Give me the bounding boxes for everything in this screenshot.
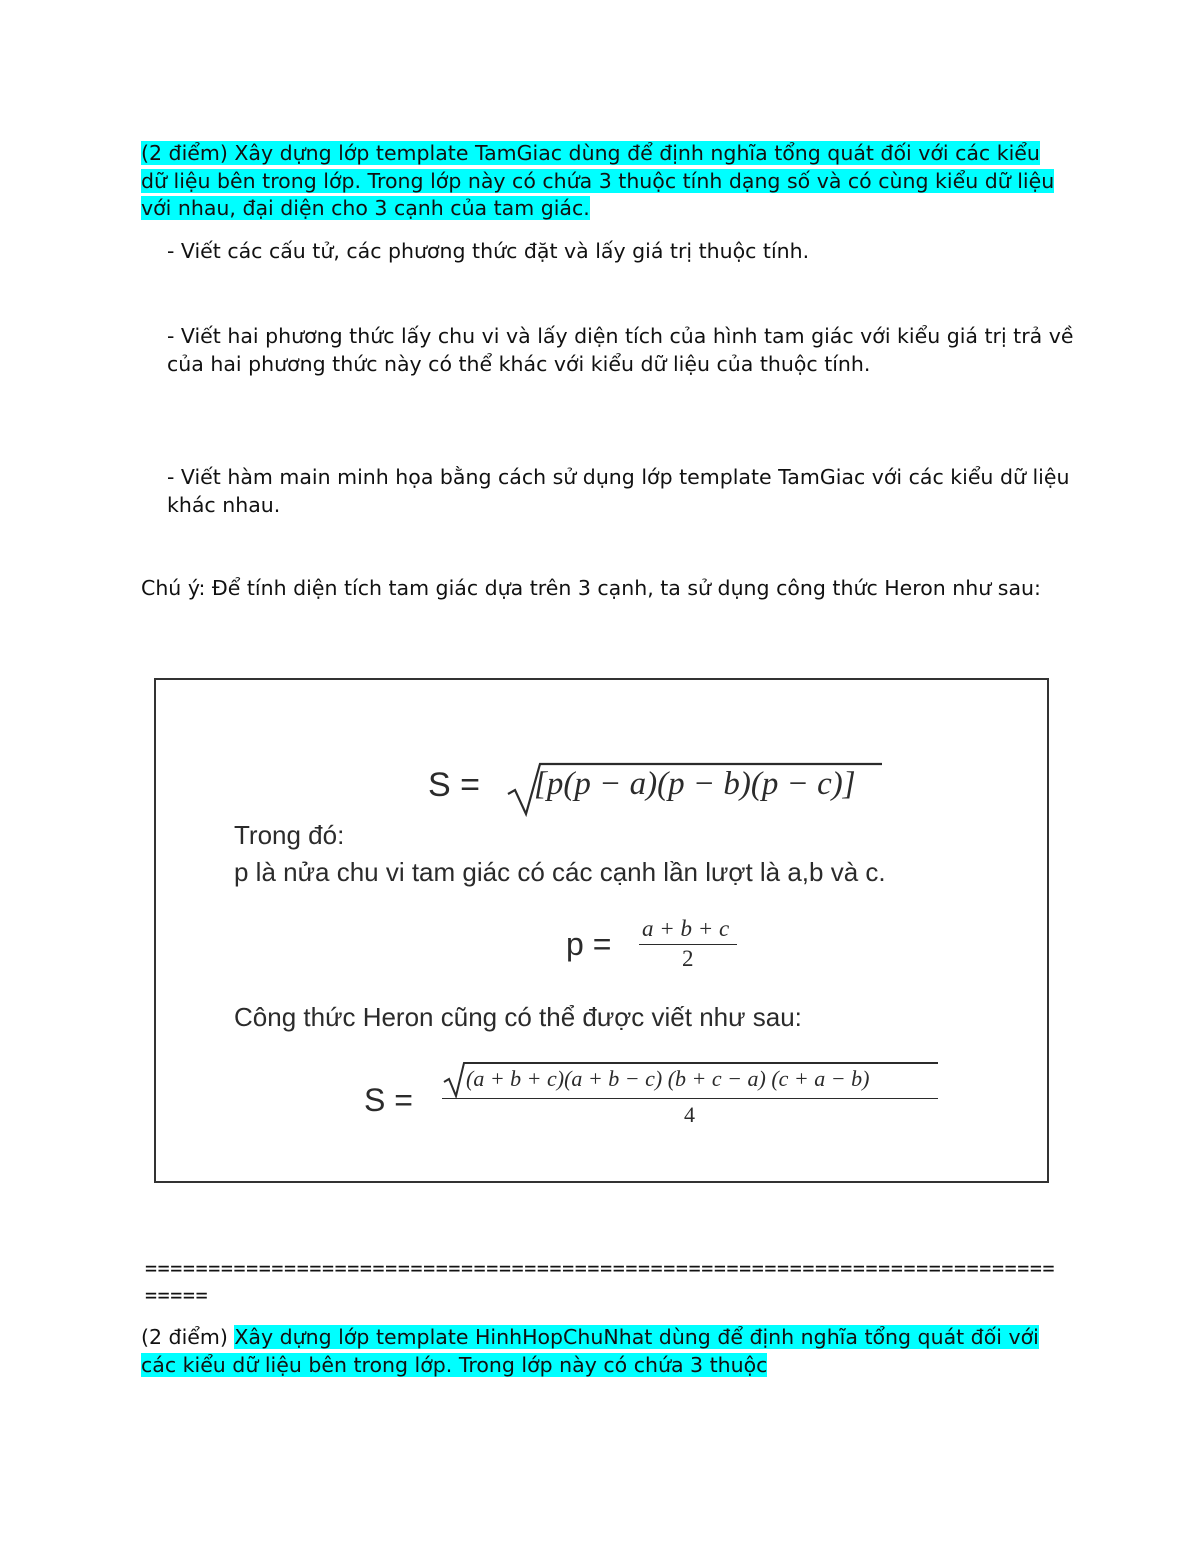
section-separator: ============================================================================= — [145, 1256, 1056, 1307]
problem2-header-text: Xây dựng lớp template HinhHopChuNhat dùng để định nghĩa tổng quát đối với các kiểu dữ liệu bên trong lớp. Trong lớp này có chứa 3 thuộc — [141, 1325, 1039, 1377]
p-denominator: 2 — [682, 946, 694, 971]
trong-do-label: Trong đó: — [234, 820, 345, 850]
p-numerator: a + b + c — [642, 916, 730, 941]
problem1-bullet-1: - Viết các cấu tử, các phương thức đặt và lấy giá trị thuộc tính. — [167, 239, 810, 263]
problem1-bullet-3 — [141, 464, 1082, 519]
alt-formula-intro: Công thức Heron cũng có thể được viết như sau: — [234, 1002, 802, 1032]
problem2-header — [141, 1324, 1056, 1379]
heron-s-label: S = — [428, 766, 480, 804]
alt-denominator: 4 — [684, 1102, 695, 1127]
problem1-bullet-2 — [141, 323, 1082, 378]
problem1-header — [141, 140, 1056, 223]
alt-fraction-bar — [442, 1098, 938, 1099]
heron-formula-box — [154, 678, 1049, 1183]
p-description: p là nửa chu vi tam giác có các cạnh lần lượt là a,b và c. — [234, 857, 886, 887]
p-label: p = — [566, 926, 612, 962]
problem1-bullet-3-text: - Viết hàm main minh họa bằng cách sử dụng lớp template TamGiac với các kiểu dữ liệu khác nhau. — [167, 465, 1070, 517]
problem2-points: (2 điểm) — [141, 1325, 228, 1349]
heron-radicand: [p(p − a)(p − b)(p − c)] — [534, 766, 856, 802]
p-fraction-bar — [639, 944, 737, 945]
problem1-bullet-2-text: - Viết hai phương thức lấy chu vi và lấy diện tích của hình tam giác với kiểu giá trị trả về của hai phương thức này có thể khác với kiểu dữ liệu của thuộc tính. — [167, 324, 1074, 376]
alt-s-label: S = — [364, 1082, 413, 1118]
heron-note: Chú ý: Để tính diện tích tam giác dựa trên 3 cạnh, ta sử dụng công thức Heron như sau: — [141, 576, 1041, 600]
problem1-header-text: (2 điểm) Xây dựng lớp template TamGiac dùng để định nghĩa tổng quát đối với các kiểu dữ liệu bên trong lớp. Trong lớp này có chứa 3 thuộc tính dạng số và có cùng kiểu dữ liệu với nhau, đại diện cho 3 cạnh của tam giác. — [141, 141, 1055, 220]
alt-radicand: (a + b + c)(a + b − c) (b + c − a) (c + a − b) — [466, 1066, 870, 1091]
